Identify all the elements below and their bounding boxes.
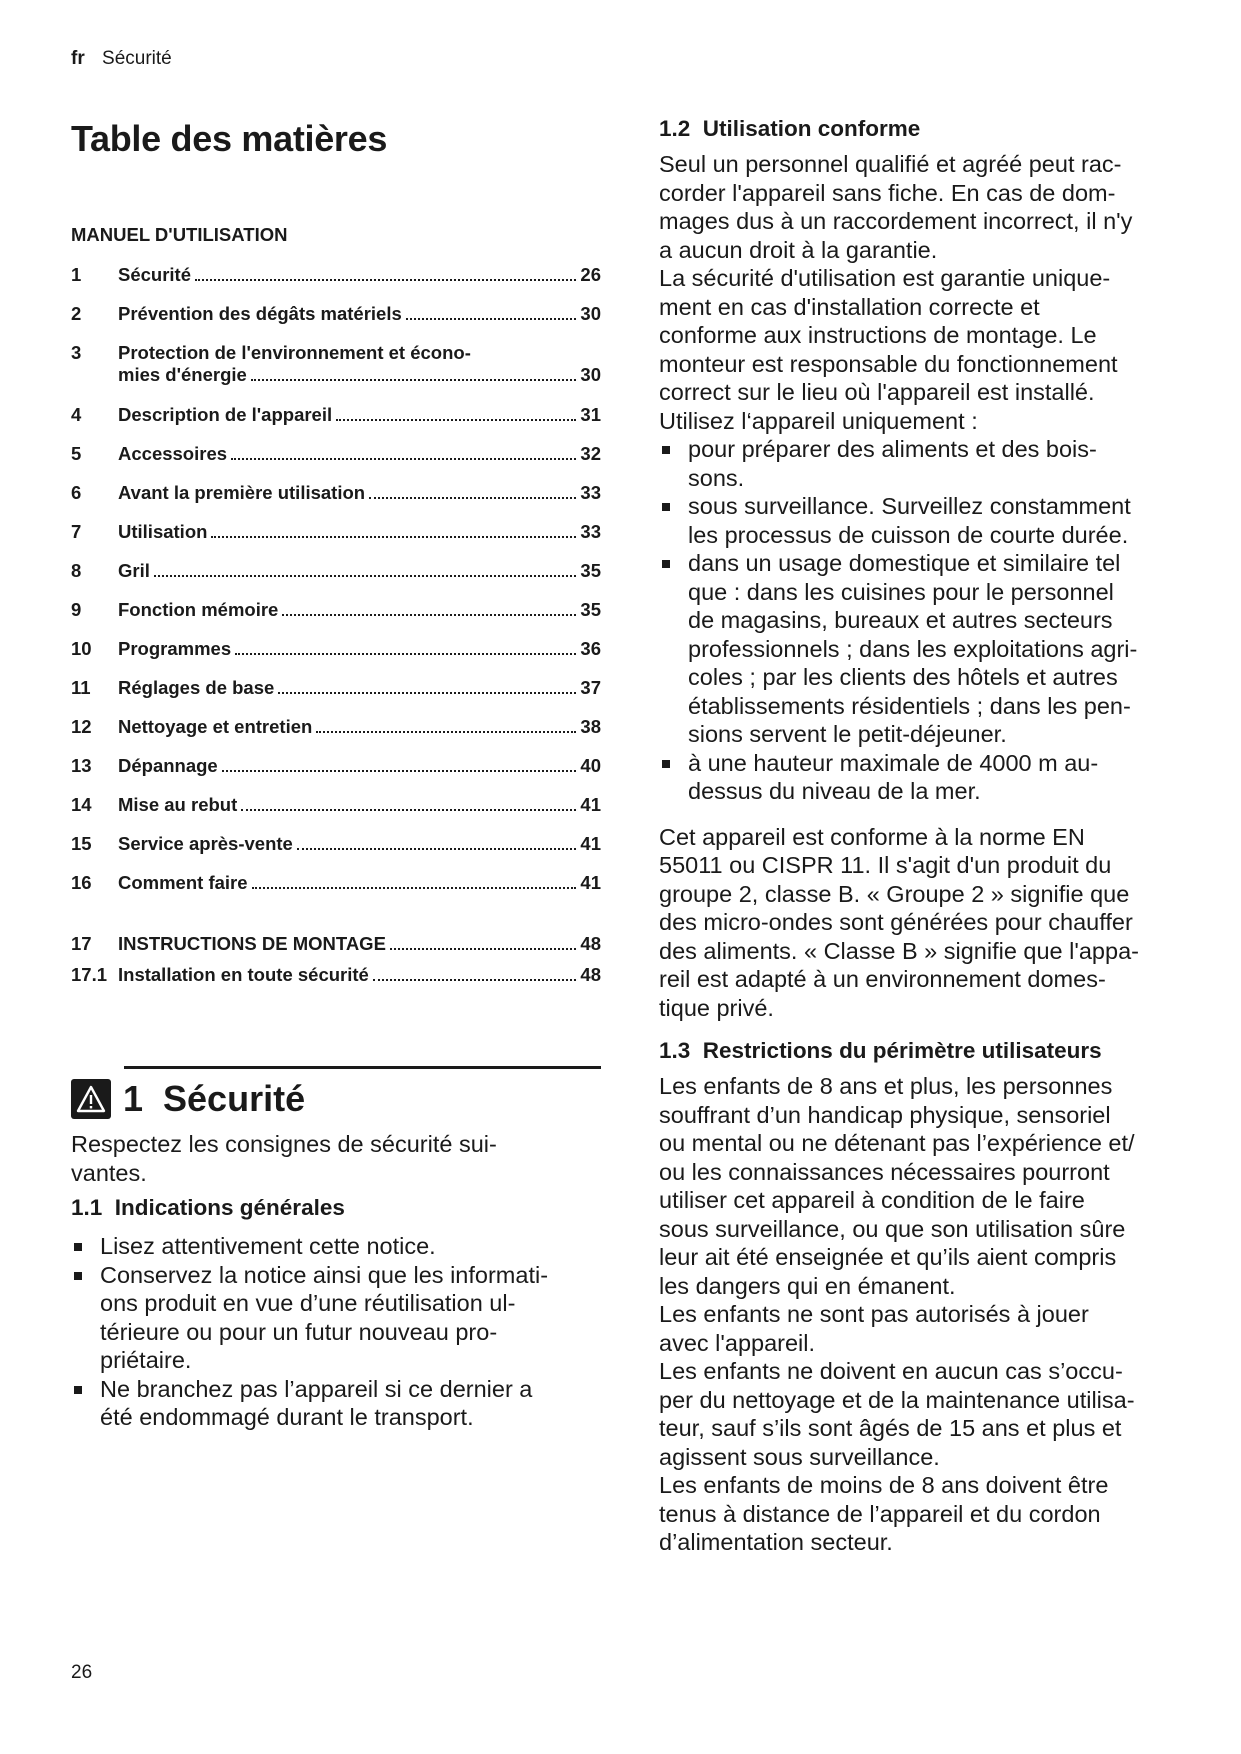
toc-page: 31: [580, 404, 601, 425]
toc-label: Comment faire: [118, 872, 248, 893]
toc-page: 40: [580, 755, 601, 776]
paragraph: Seul un personnel qualifié et agréé peut rac- corder l'appareil sans fiche. En cas de dom- mages dus à un raccordement incorrect, il n'y a aucun droit à la garantie. La sécurité d'utilisation est garantie unique- ment en cas d'installation correcte et conforme aux instructions de montage. Le monteur est responsable du fonctionnement correct sur le lieu où l'appareil est installé. Utilisez l‘appareil uniquement :: [659, 151, 1133, 434]
toc-number: 2: [71, 303, 82, 324]
toc-entry[interactable]: [71, 872, 601, 894]
toc-number: 3: [71, 342, 82, 363]
toc-number: 15: [71, 833, 92, 854]
toc-entry[interactable]: [71, 933, 601, 955]
toc-page: 32: [580, 443, 601, 464]
toc-number: 10: [71, 638, 92, 659]
list-item: Conservez la notice ainsi que les informati- ons produit en vue d’une réutilisation ul- térieure ou pour un futur nouveau pro- priétaire.: [71, 1261, 601, 1375]
toc-page: 48: [580, 933, 601, 954]
section-title: 1 Sécurité: [123, 1078, 306, 1119]
toc-label: Installation en toute sécurité: [118, 964, 369, 985]
toc-page: 41: [580, 833, 601, 854]
list-item: pour préparer des aliments et des bois- sons.: [659, 435, 1194, 492]
toc-number: 8: [71, 560, 82, 581]
toc-entry[interactable]: [71, 755, 601, 777]
toc-page: 37: [580, 677, 601, 698]
toc-number: 12: [71, 716, 92, 737]
toc-label: Programmes: [118, 638, 232, 659]
running-header: [71, 48, 172, 70]
toc-number: 14: [71, 794, 92, 815]
page-number: 26: [71, 1662, 93, 1683]
toc-number: 16: [71, 872, 92, 893]
toc-entry[interactable]: [71, 560, 601, 582]
toc-number: 7: [71, 521, 82, 542]
toc-number: 1: [71, 264, 82, 285]
toc-number: 17.1: [71, 964, 108, 985]
toc-label: Utilisation: [118, 521, 208, 542]
toc-page: 41: [580, 794, 601, 815]
toc-number: 11: [71, 677, 91, 698]
toc-page: 38: [580, 716, 601, 737]
toc-label: Sécurité: [118, 264, 192, 285]
general-indications-list: [71, 1232, 601, 1432]
toc-page: 35: [580, 560, 601, 581]
toc-entry[interactable]: [71, 794, 601, 816]
toc-label: Prévention des dégâts matériels: [118, 303, 402, 324]
toc-entry[interactable]: [71, 342, 601, 386]
list-item: dans un usage domestique et similaire tel que : dans les cuisines pour le personnel de magasins, bureaux et autres secteurs professionnels ; dans les exploitations agri- coles ; par les clients des hôtels et autres établissements résidentiels ; dans les pen- sions servent le petit-déjeuner.: [659, 549, 1194, 749]
toc-label: Réglages de base: [118, 677, 275, 698]
toc-label: Accessoires: [118, 443, 228, 464]
toc-page: 35: [580, 599, 601, 620]
toc-entry[interactable]: [71, 677, 601, 699]
toc-number: 6: [71, 482, 82, 503]
warning-icon: [71, 1079, 111, 1119]
toc-page: 30: [580, 303, 601, 324]
section-heading: [71, 1078, 305, 1120]
subsection-heading: 1.2 Utilisation conforme: [659, 116, 921, 141]
toc-label: Protection de l'environnement et écono-: [118, 342, 471, 363]
toc-label: Avant la première utilisation: [118, 482, 366, 503]
toc-page: 26: [580, 264, 601, 285]
toc-number: 4: [71, 404, 82, 425]
toc-label: INSTRUCTIONS DE MONTAGE: [118, 933, 386, 954]
toc-page: 36: [580, 638, 601, 659]
toc-entry[interactable]: [71, 482, 601, 504]
toc-label: Mise au rebut: [118, 794, 238, 815]
toc-entry[interactable]: [71, 964, 601, 986]
toc-entry[interactable]: [71, 303, 601, 325]
section-divider: [124, 1066, 601, 1069]
toc-number: 17: [71, 933, 92, 954]
toc-page: 30: [580, 364, 601, 385]
norm-paragraph: Cet appareil est conforme à la norme EN 55011 ou CISPR 11. Il s'agit d'un produit du groupe 2, classe B. « Groupe 2 » signifie que des micro-ondes sont générées pour chauffer des aliments. « Classe B » signifie que l'appa- reil est adapté à un environnement domes- tique privé.: [659, 823, 1139, 1021]
toc-title: Table des matières: [71, 118, 388, 159]
toc-entry[interactable]: [71, 443, 601, 465]
toc-entry[interactable]: [71, 521, 601, 543]
toc-entry[interactable]: [71, 716, 601, 738]
subsection-heading: 1.3 Restrictions du périmètre utilisateurs: [659, 1038, 1102, 1063]
subsection-heading: 1.1 Indications générales: [71, 1195, 345, 1220]
toc-number: 5: [71, 443, 82, 464]
toc-label: Service après-vente: [118, 833, 293, 854]
list-item: sous surveillance. Surveillez constamment les processus de cuisson de courte durée.: [659, 492, 1194, 549]
toc-entry[interactable]: [71, 833, 601, 855]
left-column: [71, 118, 601, 1430]
toc-number: 13: [71, 755, 92, 776]
toc-label: Description de l'appareil: [118, 404, 333, 425]
toc-entry[interactable]: [71, 264, 601, 286]
intended-use-list: [659, 435, 1194, 806]
toc-entry[interactable]: [71, 404, 601, 426]
header-section: Sécurité: [102, 48, 172, 69]
toc-page: 48: [580, 964, 601, 985]
language-code: fr: [71, 48, 85, 69]
toc-page: 41: [580, 872, 601, 893]
toc-number: 9: [71, 599, 82, 620]
paragraph: Les enfants de 8 ans et plus, les personnes souffrant d’un handicap physique, sensoriel ou mental ou ne détenant pas l’expérience et/ ou les connaissances nécessaires pourront utiliser cet appareil à condition de le faire sous surveillance, ou que son utilisation sûre leur ait été enseignée et qu’ils aient compris les dangers qui en émanent. Les enfants ne sont pas autorisés à jouer avec l'appareil. Les enfants ne doivent en aucun cas s’occu- per du nettoyage et de la maintenance utilisa- teur, sauf s’ils sont âgés de 15 ans et plus et agissent sous surveillance. Les enfants de moins de 8 ans doivent être tenus à distance de l’appareil et du cordon d’alimentation secteur.: [659, 1073, 1135, 1555]
toc-page: 33: [580, 521, 601, 542]
section-intro: Respectez les consignes de sécurité sui- vantes.: [71, 1131, 497, 1186]
list-item: Ne branchez pas l’appareil si ce dernier a été endommagé durant le transport.: [71, 1375, 601, 1432]
toc-label: Fonction mémoire: [118, 599, 279, 620]
toc-entry[interactable]: [71, 599, 601, 621]
toc-label: Gril: [118, 560, 150, 581]
toc-entry[interactable]: [71, 638, 601, 660]
toc-label: Nettoyage et entretien: [118, 716, 313, 737]
right-column: [659, 116, 1194, 1557]
toc-manual-heading: MANUEL D'UTILISATION: [71, 224, 288, 245]
list-item: à une hauteur maximale de 4000 m au- dessus du niveau de la mer.: [659, 749, 1194, 806]
toc-page: 33: [580, 482, 601, 503]
list-item: Lisez attentivement cette notice.: [71, 1232, 601, 1261]
toc-label: mies d'énergie: [118, 364, 247, 385]
toc-label: Dépannage: [118, 755, 218, 776]
